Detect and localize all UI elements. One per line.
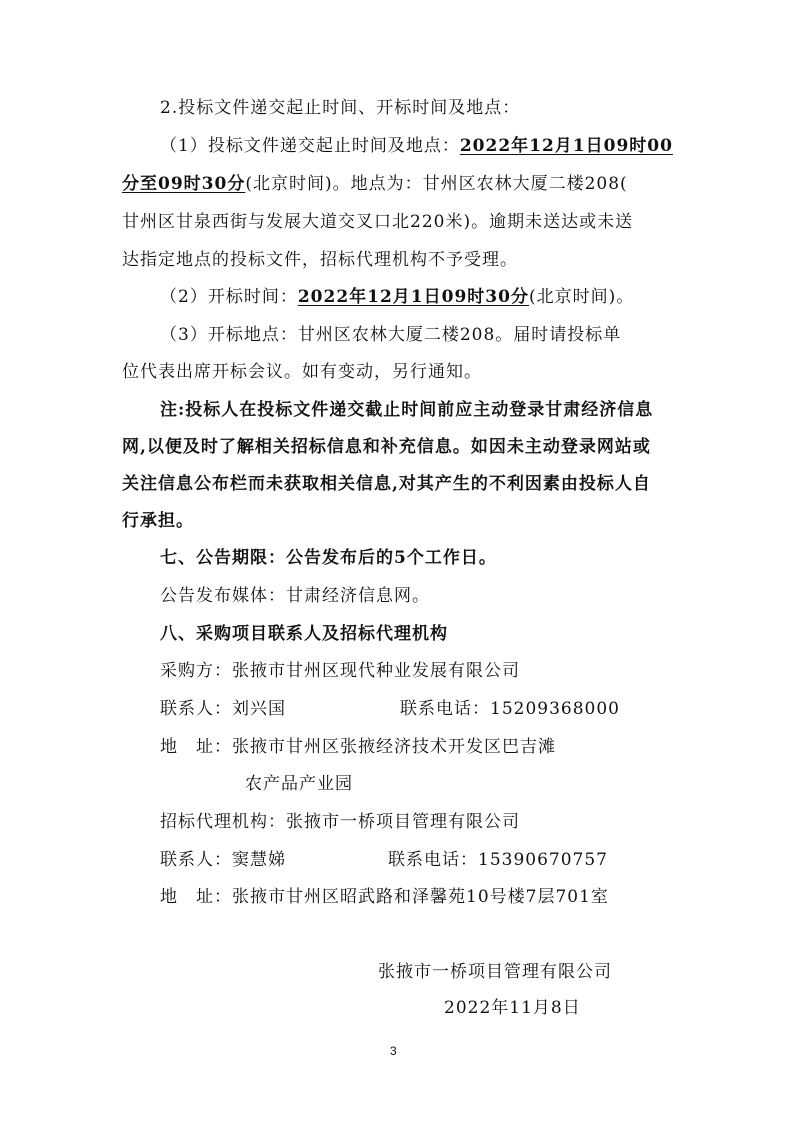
- note-line1: 注:投标人在投标文件递交截止时间前应主动登录甘肃经济信息: [160, 400, 654, 420]
- agency-phone: 联系电话：15390670757: [388, 850, 608, 870]
- section2-p3-line1: （3）开标地点：甘州区农林大厦二楼208。届时请投标单: [160, 325, 622, 345]
- buyer-phone: 联系电话：15209368000: [400, 699, 620, 719]
- note-line2: 网,以便及时了解相关招标信息和补充信息。如因未主动登录网站或: [122, 437, 651, 457]
- opening-time-label: （2）开标时间：: [160, 287, 298, 307]
- section2-p1-line2: [122, 172, 628, 196]
- submission-label: （1）投标文件递交起止时间及地点：: [160, 136, 460, 156]
- section2-p2: [160, 285, 634, 309]
- section8-heading: 八、采购项目联系人及招标代理机构: [160, 624, 448, 644]
- note-line3: 关注信息公布栏而未获取相关信息,对其产生的不利因素由投标人自: [122, 474, 651, 494]
- submission-time-end: 分至09时30分: [122, 174, 246, 194]
- section2-p1-line1: [160, 134, 673, 158]
- submission-time-start: 2022年12月1日09时00: [459, 136, 673, 156]
- section7-heading: 七、公告期限：公告发布后的5个工作日。: [160, 548, 497, 568]
- agency-address: 地 址：张掖市甘州区昭武路和泽馨苑10号楼7层701室: [160, 887, 609, 907]
- page-number: 3: [390, 1044, 397, 1058]
- section2-p1-line3: 甘州区甘泉西街与发展大道交叉口北220米)。逾期未送达或未送: [122, 212, 634, 232]
- buyer-address-line1: 地 址：张掖市甘州区张掖经济技术开发区巴吉滩: [160, 737, 556, 757]
- agency-name: 招标代理机构：张掖市一桥项目管理有限公司: [160, 812, 520, 832]
- section2-heading: 2.投标文件递交起止时间、开标时间及地点：: [160, 98, 521, 118]
- section2-p1-line4: 达指定地点的投标文件，招标代理机构不予受理。: [122, 250, 518, 270]
- signature-date: 2022年11月8日: [444, 998, 581, 1018]
- opening-time-value: 2022年12月1日09时30分: [297, 287, 529, 307]
- opening-time-zone: (北京时间)。: [528, 287, 635, 307]
- signature-company: 张掖市一桥项目管理有限公司: [378, 962, 612, 982]
- agency-contact: 联系人：窦慧娣: [160, 850, 286, 870]
- buyer-contact: 联系人：刘兴国: [160, 699, 286, 719]
- submission-location: (北京时间)。地点为：甘州区农林大厦二楼208(: [245, 174, 628, 194]
- section2-p3-line2: 位代表出席开标会议。如有变动，另行通知。: [122, 362, 482, 382]
- buyer-name: 采购方：张掖市甘州区现代种业发展有限公司: [160, 661, 520, 681]
- section7-media: 公告发布媒体：甘肃经济信息网。: [160, 586, 430, 606]
- note-line4: 行承担。: [122, 511, 194, 531]
- buyer-address-line2: 农产品产业园: [245, 774, 353, 794]
